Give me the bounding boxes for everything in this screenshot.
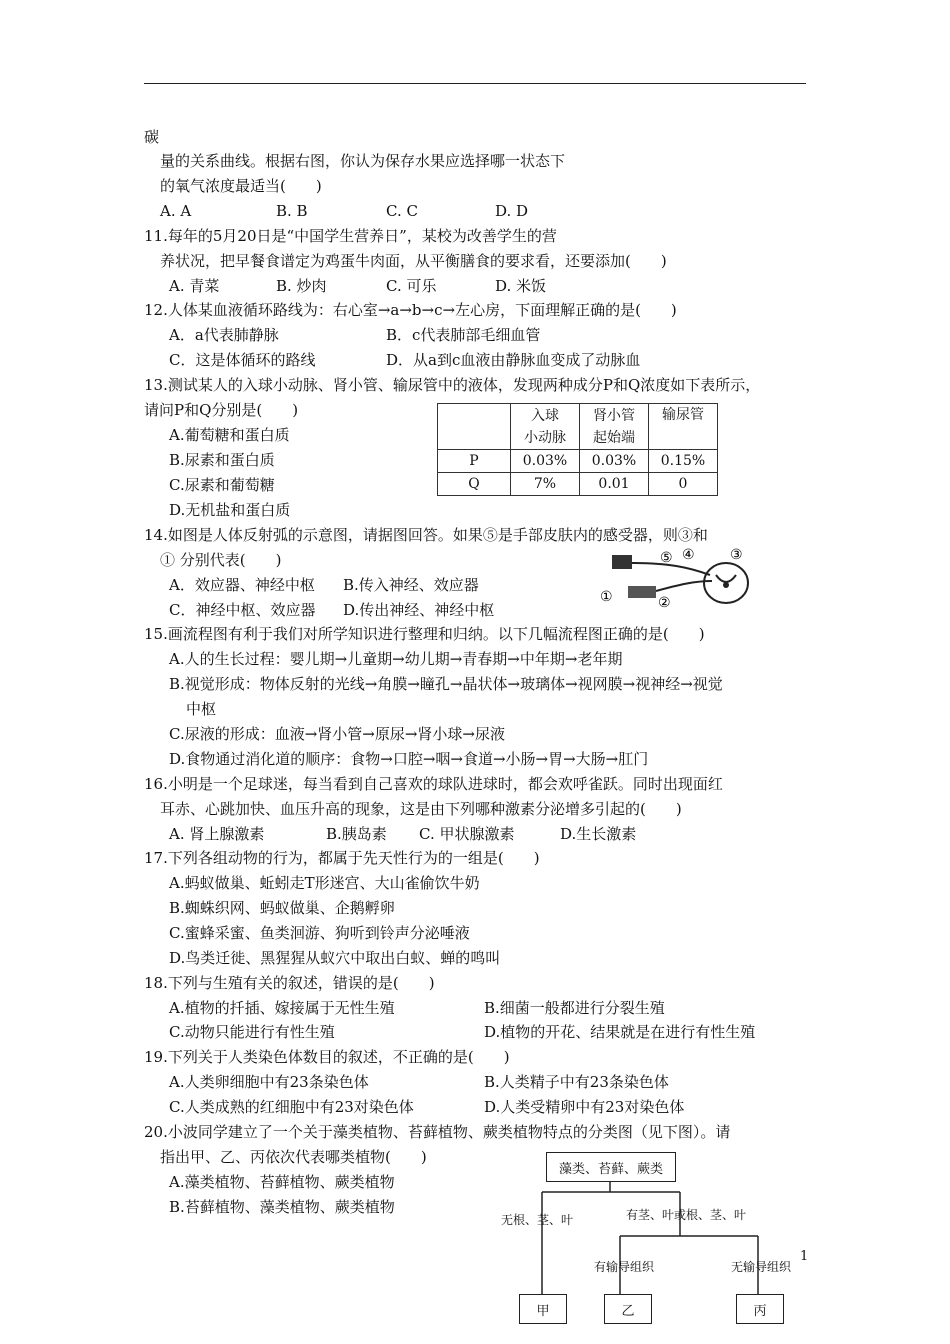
table-cell: 0.03%: [580, 450, 649, 473]
q19-option-a: A.人类卵细胞中有23条染色体: [169, 1073, 369, 1091]
reflex-arc-figure: [598, 545, 758, 615]
q13-option-a: A.葡萄糖和蛋白质: [169, 426, 290, 444]
q20-option-b: B.苔藓植物、藻类植物、蕨类植物: [169, 1198, 395, 1216]
table-cell: P: [438, 450, 511, 473]
q16-line1: 16.小明是一个足球迷，每当看到自己喜欢的球队进球时，都会欢呼雀跃。同时出现面红: [144, 775, 723, 793]
q10-option-c: C. C: [386, 202, 418, 220]
table-cell: 0.15%: [649, 450, 718, 473]
q13-option-b: B.尿素和蛋白质: [169, 451, 275, 469]
q16-line2: 耳赤、心跳加快、血压升高的现象，这是由下列哪种激素分泌增多引起的( ): [160, 800, 682, 818]
header-rule: [144, 83, 806, 84]
q12-option-b: B．c代表肺部毛细血管: [386, 326, 541, 344]
q17-option-c: C.蜜蜂采蜜、鱼类洄游、狗听到铃声分泌唾液: [169, 924, 470, 942]
q16-option-d: D.生长激素: [560, 825, 637, 843]
q20-line1: 20.小波同学建立了一个关于藻类植物、苔藓植物、蕨类植物特点的分类图（见下图）。请: [144, 1123, 731, 1141]
q13-line1: 13.测试某人的入球小动脉、肾小管、输尿管中的液体，发现两种成分P和Q浓度如下表所示，: [144, 376, 761, 394]
q15-option-b-cont: 中枢: [186, 700, 217, 718]
q14-option-d: D.传出神经、神经中枢: [343, 601, 495, 619]
diagram-bing-box: 丙: [736, 1294, 784, 1324]
q10-line1: 量的关系曲线。根据右图，你认为保存水果应选择哪一状态下: [160, 152, 566, 170]
q18-option-b: B.细菌一般都进行分裂生殖: [484, 999, 665, 1017]
label-4: ④: [682, 547, 695, 563]
q18-line1: 18.下列与生殖有关的叙述，错误的是( ): [144, 974, 435, 992]
q20-option-a: A.藻类植物、苔藓植物、蕨类植物: [169, 1173, 395, 1191]
label-1: ①: [600, 589, 613, 605]
q16-option-a: A. 肾上腺激素: [169, 825, 265, 843]
diagram-has-vessel-label: 有输导组织: [594, 1260, 655, 1274]
q12-option-c: C．这是体循环的路线: [169, 351, 316, 369]
receptor-shape: [612, 555, 632, 569]
q19-option-d: D.人类受精卵中有23对染色体: [484, 1098, 685, 1116]
q11-option-a: A. 青菜: [169, 277, 220, 295]
q10-option-a: A. A: [160, 202, 192, 220]
q17-line1: 17.下列各组动物的行为，都属于先天性行为的一组是( ): [144, 849, 540, 867]
q12-option-a: A．a代表肺静脉: [169, 326, 279, 344]
q15-option-d: D.食物通过消化道的顺序：食物→口腔→咽→食道→小肠→胃→大肠→肛门: [169, 750, 649, 768]
label-3: ③: [730, 547, 743, 563]
q10-option-b: B. B: [276, 202, 308, 220]
table-cell: 7%: [511, 473, 580, 496]
q11-option-b: B. 炒肉: [276, 277, 327, 295]
label-2: ②: [658, 595, 671, 611]
q18-option-a: A.植物的扦插、嫁接属于无性生殖: [169, 999, 395, 1017]
table-cell: 0.03%: [511, 450, 580, 473]
diagram-right-branch-label: 有茎、叶或根、茎、叶: [626, 1208, 747, 1222]
q20-line2: 指出甲、乙、丙依次代表哪类植物( ): [160, 1148, 427, 1166]
diagram-yi-box: 乙: [604, 1294, 652, 1324]
q12-line1: 12.人体某血液循环路线为：右心室→a→b→c→左心房，下面理解正确的是( ): [144, 301, 677, 319]
q10-fragment: 碳: [144, 128, 160, 146]
page-number: 1: [800, 1249, 809, 1264]
q17-option-a: A.蚂蚁做巢、蚯蚓走T形迷宫、大山雀偷饮牛奶: [169, 874, 480, 892]
q10-option-d: D. D: [495, 202, 529, 220]
q13-line2: 请问P和Q分别是( ): [144, 401, 299, 419]
table-header-tubule: 肾小管 起始端: [580, 404, 649, 450]
effector-shape: [628, 586, 656, 598]
table-header-blank: [438, 404, 511, 450]
diagram-jia-box: 甲: [519, 1294, 567, 1324]
q15-option-b: B.视觉形成：物体反射的光线→角膜→瞳孔→晶状体→玻璃体→视网膜→视神经→视觉: [169, 675, 723, 693]
q11-line2: 养状况，把早餐食谱定为鸡蛋牛肉面，从平衡膳食的要求看，还要添加( ): [160, 252, 667, 270]
q13-option-d: D.无机盐和蛋白质: [169, 501, 291, 519]
q15-option-c: C.尿液的形成：血液→肾小管→原尿→肾小球→尿液: [169, 725, 505, 743]
table-header-ureter: 输尿管: [649, 404, 718, 450]
q18-option-d: D.植物的开花、结果就是在进行有性生殖: [484, 1023, 756, 1041]
diagram-no-vessel-label: 无输导组织: [731, 1260, 792, 1274]
q11-line1: 11.每年的5月20日是“中国学生营养日”，某校为改善学生的营: [144, 227, 557, 245]
table-header-arteriole: 入球 小动脉: [511, 404, 580, 450]
label-5: ⑤: [660, 550, 673, 566]
q11-option-c: C. 可乐: [386, 277, 437, 295]
q18-option-c: C.动物只能进行有性生殖: [169, 1023, 335, 1041]
q17-option-b: B.蜘蛛织网、蚂蚁做巢、企鹅孵卵: [169, 899, 395, 917]
q19-line1: 19.下列关于人类染色体数目的叙述，不正确的是( ): [144, 1048, 510, 1066]
q15-option-a: A.人的生长过程：婴儿期→儿童期→幼儿期→青春期→中年期→老年期: [169, 650, 623, 668]
q14-option-a: A．效应器、神经中枢: [169, 576, 315, 594]
q12-option-d: D．从a到c血液由静脉血变成了动脉血: [386, 351, 641, 369]
table-cell: Q: [438, 473, 511, 496]
q15-line1: 15.画流程图有利于我们对所学知识进行整理和归纳。以下几幅流程图正确的是( ): [144, 625, 705, 643]
q16-option-b: B.胰岛素: [326, 825, 387, 843]
q14-line1: 14.如图是人体反射弧的示意图，请据图回答。如果⑤是手部皮肤内的感受器，则③和: [144, 526, 708, 544]
q19-option-c: C.人类成熟的红细胞中有23对染色体: [169, 1098, 414, 1116]
q13-option-c: C.尿素和葡萄糖: [169, 476, 275, 494]
q13-table: [437, 403, 718, 496]
diagram-left-branch-label: 无根、茎、叶: [501, 1213, 574, 1227]
q14-option-b: B.传入神经、效应器: [343, 576, 479, 594]
table-cell: 0: [649, 473, 718, 496]
q11-option-d: D. 米饭: [495, 277, 547, 295]
q14-line2: ① 分别代表( ): [160, 551, 282, 569]
q10-line2: 的氧气浓度最适当( ): [160, 177, 322, 195]
diagram-root-box: 藻类、苔藓、蕨类: [546, 1152, 676, 1182]
q19-option-b: B.人类精子中有23条染色体: [484, 1073, 669, 1091]
q14-option-c: C．神经中枢、效应器: [169, 601, 316, 619]
q16-option-c: C. 甲状腺激素: [419, 825, 515, 843]
table-cell: 0.01: [580, 473, 649, 496]
q17-option-d: D.鸟类迁徙、黑猩猩从蚁穴中取出白蚁、蝉的鸣叫: [169, 949, 501, 967]
